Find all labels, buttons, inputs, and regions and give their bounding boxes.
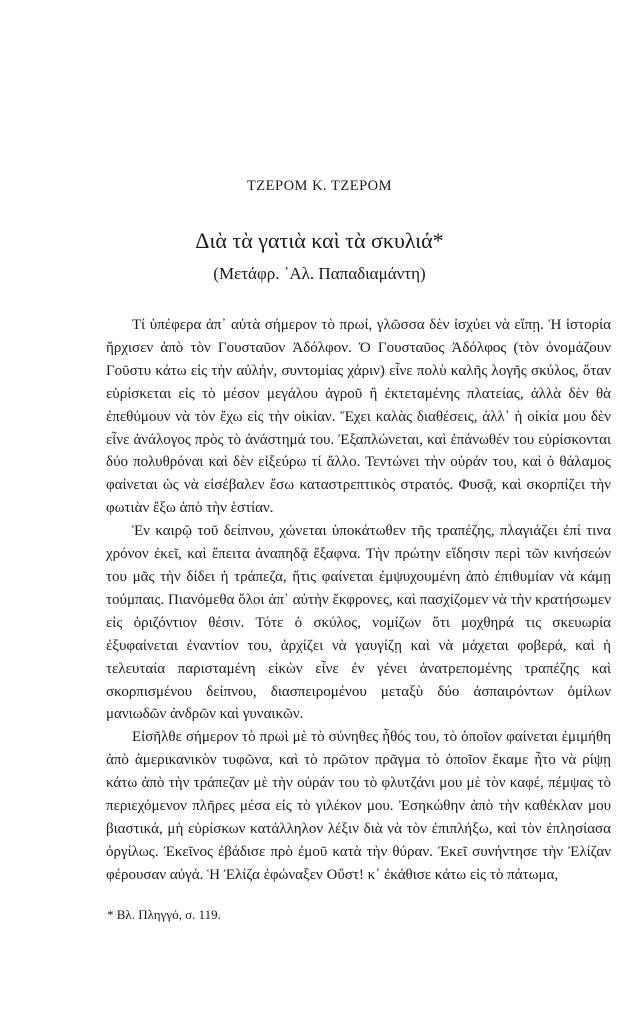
- footnote: * Βλ. Πληγγό, σ. 119.: [107, 907, 221, 922]
- translator-credit: (Μετάφρ. ᾿Αλ. Παπαδιαμάντη): [213, 264, 426, 283]
- paragraph-1: Τί ὑπέφερα ἀπ᾿ αὐτὰ σήμερον τὸ πρωί, γλῶσσα δὲν ἰσχύει νὰ εἴπῃ. Ἡ ἱστορία ἤρχισεν ἀπὸ τὸν Γουσταῦον Ἀδόλφον. Ὁ Γουσταῦος Ἀδόλφος (τὸν ὀνομάζουν Γοῦστυ κάτω εἰς τὴν αὐλήν, συντομίας χάριν) εἶνε πολὺ καλῆς λογῆς σκύλος, ὅταν εὑρίσκεται εἰς τὸ μέσον μεγάλου ἀγροῦ ἢ ἐκτεταμένης πλατείας, ἀλλὰ δὲν θὰ ἐπεθύμουν νὰ τὸν ἔχω εἰς τὴν οἰκίαν. Ἔχει καλὰς διαθέσεις, ἀλλ᾿ ἡ οἰκία μου δὲν εἶνε ἀνάλογος πρὸς τὸ ἀνάστημά του. Ἐξαπλώνεται, καὶ ἐπάνωθέν του εὑρίσκονται δύο πολυθρόναι καὶ δὲν εἰξεύρω τί ἄλλο. Τεντώνει τὴν οὐράν του, καὶ ὁ θάλαμος φαίνεται ὡς νὰ εἰσέβαλεν ἔσω καταστρεπτικὸς στρατός. Φυσᾷ, καὶ σκορπίζει τὴν φωτιὰν ἔξω ἀπὸ τὴν ἑστίαν.: [106, 317, 611, 517]
- page-title: Διὰ τὰ γατιὰ καὶ τὰ σκυλιά*: [195, 228, 444, 253]
- paragraph-2: Ἐν καιρῷ τοῦ δείπνου, χώνεται ὑποκάτωθεν τῆς τραπέζης, πλαγιάζει ἐπί τινα χρόνον ἐκεῖ, καὶ ἔπειτα ἀναπηδᾷ ἔξαφνα. Τὴν πρώτην εἴδησιν περὶ τῶν κινήσεών του μᾶς τὴν δίδει ἡ τράπεζα, ἥτις φαίνεται ἐμψυχουμένη ἀπὸ ἐπιθυμίαν νὰ κάμῃ τούμπαις. Πιανόμεθα ὅλοι ἀπ᾿ αὐτὴν ἔκφρονες, καὶ πασχίζομεν νὰ τὴν κρατήσωμεν εἰς ὁριζόντιον θέσιν. Τότε ὁ σκύλος, νομίζων ὅτι μοχθηρά τις σκευωρία ἐξυφαίνεται ἐναντίον του, ἀρχίζει νὰ γαυγίζῃ καὶ νὰ μάχεται φοβερά, καὶ ἡ τελευταία παρισταμένη εἰκὼν εἶνε ἐν γένει ἀνατρεπομένης τραπέζης καὶ σκορπισμένου δείπνου, διασπειρομένου μεταξὺ δύο ἀσπαιρόντων ὁμίλων μανιωδῶν ἀνδρῶν καὶ γυναικῶν.: [106, 523, 611, 723]
- paragraph-3: Εἰσῆλθε σήμερον τὸ πρωὶ μὲ τὸ σύνηθες ἦθός του, τὸ ὁποῖον φαίνεται ἐμιμήθη ἀπὸ ἀμερικανικὸν τυφῶνα, καὶ τὸ πρῶτον πρᾶγμα τὸ ὁποῖον ἔκαμε ἦτο νὰ ρίψῃ κάτω ἀπὸ τὴν τράπεζαν μὲ τὴν οὐράν του τὸ φλυτζάνι μου μὲ τὸν καφέ, πέμψας τὸ περιεχόμενον πλῆρες μέσα εἰς τὸ γιλέκον μου. Ἐσηκώθην ἀπὸ τὴν καθέκλαν μου βιαστικά, μὴ εὑρίσκων κατάλληλον λέξιν διὰ νὰ τὸν ἐπιπλήξω, καὶ τὸν ἐπλησίασα ὀργίλως. Ἐκεῖνος ἐβάδισε πρὸ ἐμοῦ κατὰ τὴν θύραν. Ἐκεῖ συνήντησε τὴν Ἐλίζαν φέρουσαν αὐγά. Ἡ Ἐλίζα ἐφώναξεν Οὔστ! κ᾿ ἐκάθισε κάτω εἰς τὸ πάτωμα,: [106, 729, 611, 883]
- author-name: ΤΖΕΡΟΜ Κ. ΤΖΕΡΟΜ: [246, 178, 393, 194]
- body-text: [106, 314, 611, 887]
